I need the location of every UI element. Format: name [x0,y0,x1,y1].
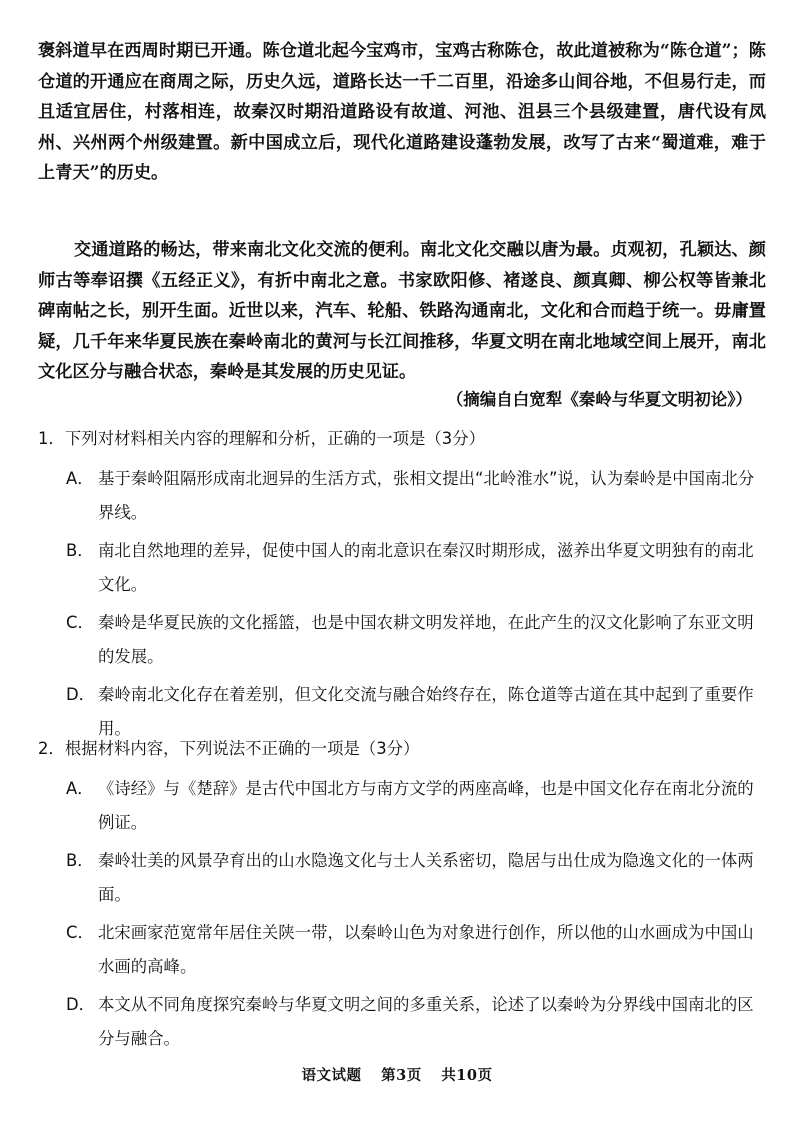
option-letter: D． [66,685,96,704]
question-2-option-a [38,772,758,840]
question-1-option-c [38,606,758,674]
question-2-option-c [38,916,758,984]
question-1 [38,425,758,750]
option-text: 秦岭是华夏民族的文化摇篮，也是中国农耕文明发祥地，在此产生的汉文化影响了东亚文明的发展。 [98,613,754,666]
question-2-option-d [38,988,758,1056]
footer-subject: 语文试题 [301,1067,362,1084]
footer-page-number: 第3页 [381,1067,422,1084]
option-letter: D． [66,995,96,1014]
option-text: 基于秦岭阻隔形成南北迥异的生活方式，张相文提出“北岭淮水”说，认为秦岭是中国南北分界线。 [98,469,755,522]
option-text: 南北自然地理的差异，促使中国人的南北意识在秦汉时期形成，滋养出华夏文明独有的南北文化。 [98,541,754,594]
option-text: 北宋画家范宽常年居住关陕一带，以秦岭山色为对象进行创作，所以他的山水画成为中国山水画的高峰。 [98,923,754,976]
passage-paragraph-2: 交通道路的畅达，带来南北文化交流的便利。南北文化交融以唐为最。贞观初，孔颖达、颜师古等奉诏撰《五经正义》，有折中南北之意。书家欧阳修、褚遂良、颜真卿、柳公权等皆兼北碑南帖之长，别开生面。近世以来，汽车、轮船、铁路沟通南北，文化和合而趋于统一。毋庸置疑，几千年来华夏民族在秦岭南北的黄河与长江间推移，华夏文明在南北地域空间上展开，南北文化区分与融合状态，秦岭是其发展的历史见证。 [38,240,766,383]
option-letter: B． [66,541,94,560]
question-2 [38,735,758,1060]
option-letter: C． [66,613,94,632]
option-letter: C． [66,923,94,942]
option-text: 秦岭壮美的风景孕育出的山水隐逸文化与士人关系密切，隐居与出仕成为隐逸文化的一体两面。 [98,851,754,904]
option-text: 《诗经》与《楚辞》是古代中国北方与南方文学的两座高峰，也是中国文化存在南北分流的例证。 [98,779,754,832]
question-1-option-a [38,462,758,530]
question-1-option-b [38,534,758,602]
passage-source-citation: （摘编自白宽犁《秦岭与华夏文明初论》） [446,390,752,409]
option-text: 本文从不同角度探究秦岭与华夏文明之间的多重关系，论述了以秦岭为分界线中国南北的区分与融合。 [98,995,754,1048]
footer-total-pages: 共10页 [441,1067,493,1084]
question-2-stem: 2．根据材料内容，下列说法不正确的一项是（3分） [38,739,420,758]
option-letter: A． [66,779,94,798]
question-2-option-b [38,844,758,912]
question-1-stem: 1．下列对材料相关内容的理解和分析，正确的一项是（3分） [38,429,486,448]
option-text: 秦岭南北文化存在着差别，但文化交流与融合始终存在，陈仓道等古道在其中起到了重要作用。 [98,685,754,738]
option-letter: A． [66,469,94,488]
option-letter: B． [66,851,94,870]
passage-paragraph-1: 褒斜道早在西周时期已开通。陈仓道北起今宝鸡市，宝鸡古称陈仓，故此道被称为“陈仓道”；陈仓道的开通应在商周之际，历史久远，道路长达一千二百里，沿途多山间谷地，不但易行走，而且适宜居住，村落相连，故秦汉时期沿道路设有故道、河池、沮县三个县级建置，唐代设有凤州、兴州两个州级建置。新中国成立后，现代化道路建设蓬勃发展，改写了古来“蜀道难，难于上青天”的历史。 [38,41,766,184]
page-footer [0,1064,794,1085]
